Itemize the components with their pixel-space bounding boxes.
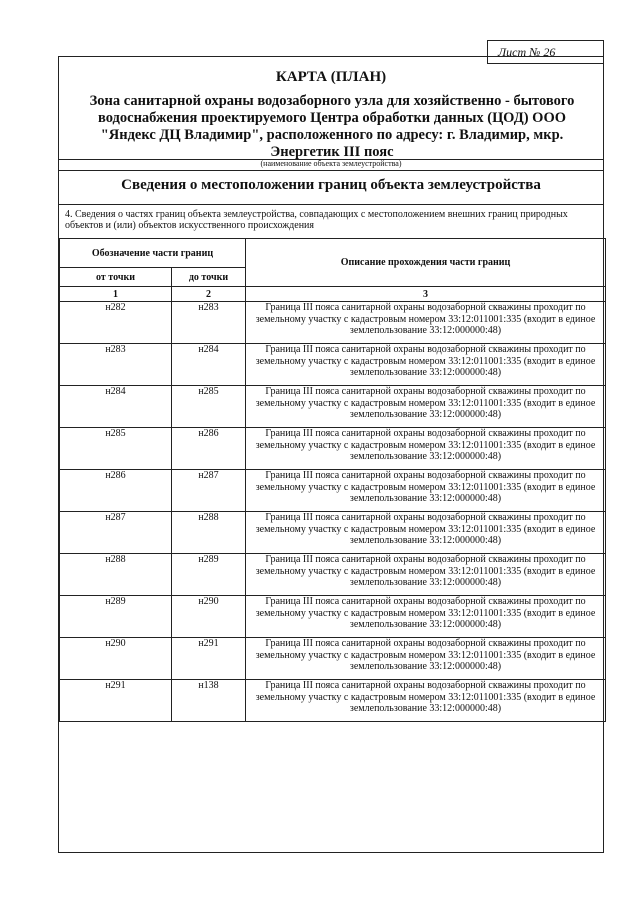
header-col-3: 3 [246, 287, 606, 302]
from-point: н290 [60, 638, 172, 680]
from-point: н289 [60, 596, 172, 638]
table-row [60, 470, 606, 512]
boundary-description: Граница III пояса санитарной охраны водозаборной скважины проходит по земельному участку с кадастровым номером 33:12:011001:335 (входит в единое землепользование 33:12:000000:48) [246, 554, 606, 596]
to-point: н138 [172, 680, 246, 722]
header-description: Описание прохождения части границ [246, 239, 606, 287]
boundary-description: Граница III пояса санитарной охраны водозаборной скважины проходит по земельному участку с кадастровым номером 33:12:011001:335 (входит в единое землепользование 33:12:000000:48) [246, 470, 606, 512]
table-row [60, 554, 606, 596]
to-point: н283 [172, 302, 246, 344]
to-point: н284 [172, 344, 246, 386]
table-row [60, 344, 606, 386]
boundary-description: Граница III пояса санитарной охраны водозаборной скважины проходит по земельному участку с кадастровым номером 33:12:011001:335 (входит в единое землепользование 33:12:000000:48) [246, 596, 606, 638]
from-point: н287 [60, 512, 172, 554]
document-frame [58, 56, 604, 853]
section-title: Сведения о местоположении границ объекта землеустройства [121, 177, 541, 193]
to-point: н285 [172, 386, 246, 428]
from-point: н284 [60, 386, 172, 428]
from-point: н288 [60, 554, 172, 596]
from-point: н291 [60, 680, 172, 722]
to-point: н289 [172, 554, 246, 596]
to-point: н287 [172, 470, 246, 512]
sheet-number: Лист № 26 [487, 40, 604, 64]
boundary-description: Граница III пояса санитарной охраны водозаборной скважины проходит по земельному участку с кадастровым номером 33:12:011001:335 (входит в единое землепользование 33:12:000000:48) [246, 344, 606, 386]
from-point: н286 [60, 470, 172, 512]
header-boundary-designation: Обозначение части границ [60, 239, 246, 268]
from-point: н285 [60, 428, 172, 470]
table-row [60, 512, 606, 554]
to-point: н291 [172, 638, 246, 680]
boundary-description: Граница III пояса санитарной охраны водозаборной скважины проходит по земельному участку с кадастровым номером 33:12:011001:335 (входит в единое землепользование 33:12:000000:48) [246, 428, 606, 470]
boundary-description: Граница III пояса санитарной охраны водозаборной скважины проходит по земельному участку с кадастровым номером 33:12:011001:335 (входит в единое землепользование 33:12:000000:48) [246, 302, 606, 344]
boundary-description: Граница III пояса санитарной охраны водозаборной скважины проходит по земельному участку с кадастровым номером 33:12:011001:335 (входит в единое землепользование 33:12:000000:48) [246, 680, 606, 722]
subsection-text: 4. Сведения о частях границ объекта землеустройства, совпадающих с местоположением внешних границ природных объектов и (или) объектов искусственного происхождения [65, 209, 568, 231]
table-row [60, 638, 606, 680]
table-row [60, 596, 606, 638]
map-title: КАРТА (ПЛАН) [275, 69, 387, 85]
boundary-description: Граница III пояса санитарной охраны водозаборной скважины проходит по земельному участку с кадастровым номером 33:12:011001:335 (входит в единое землепользование 33:12:000000:48) [246, 386, 606, 428]
table-row [60, 680, 606, 722]
boundary-table [59, 238, 606, 722]
header-col-1: 1 [60, 287, 172, 302]
divider [59, 170, 603, 171]
divider [59, 204, 603, 205]
boundary-description: Граница III пояса санитарной охраны водозаборной скважины проходит по земельному участку с кадастровым номером 33:12:011001:335 (входит в единое землепользование 33:12:000000:48) [246, 512, 606, 554]
object-name: Зона санитарной охраны водозаборного узла для хозяйственно - бытового водоснабжения проектируемого Центра обработки данных (ЦОД) ООО "Яндекс ДЦ Владимир", расположенного по адресу: г. Владимир, мкр. Энергетик III пояс [89, 93, 575, 160]
to-point: н288 [172, 512, 246, 554]
table-row [60, 386, 606, 428]
boundary-description: Граница III пояса санитарной охраны водозаборной скважины проходит по земельному участку с кадастровым номером 33:12:011001:335 (входит в единое землепользование 33:12:000000:48) [246, 638, 606, 680]
object-caption: (наименование объекта землеустройства) [260, 159, 402, 168]
header-col-2: 2 [172, 287, 246, 302]
table-row [60, 428, 606, 470]
from-point: н283 [60, 344, 172, 386]
to-point: н286 [172, 428, 246, 470]
header-from-point: от точки [60, 268, 172, 287]
to-point: н290 [172, 596, 246, 638]
header-to-point: до точки [172, 268, 246, 287]
from-point: н282 [60, 302, 172, 344]
table-row [60, 302, 606, 344]
